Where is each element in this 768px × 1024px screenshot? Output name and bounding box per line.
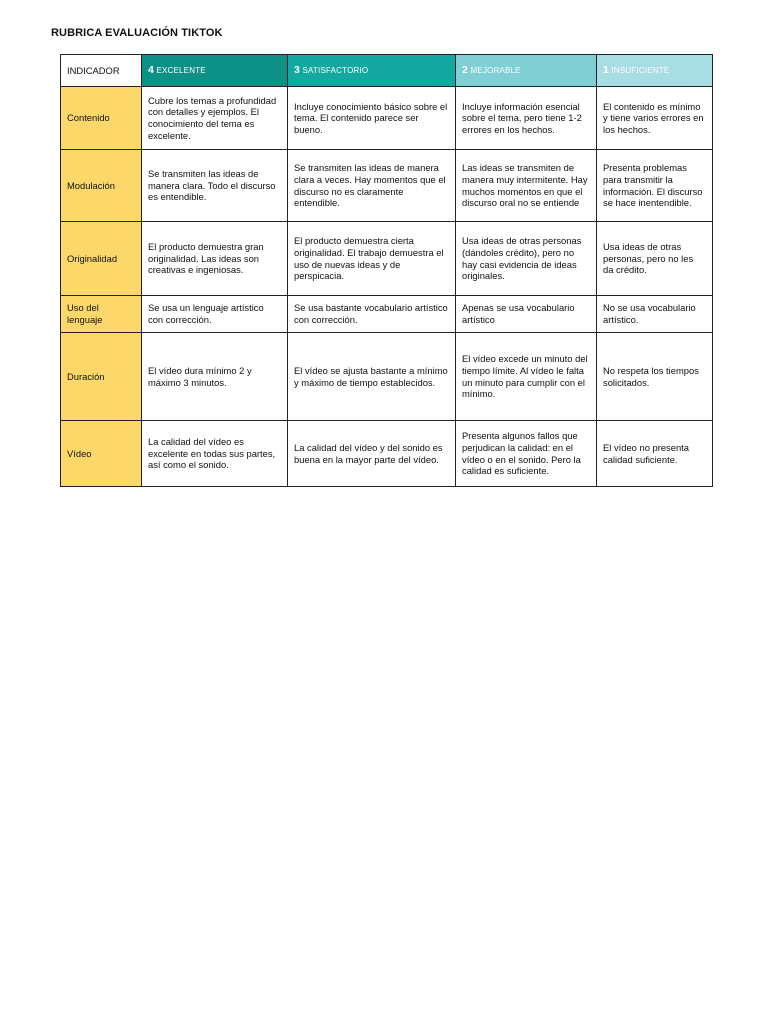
criteria-cell: El vídeo excede un minuto del tiempo límite. Al vídeo le falta un minuto para cumplir con el mínimo. [456, 333, 597, 421]
level-number: 1 [603, 64, 609, 77]
level-number: 2 [462, 64, 468, 77]
criteria-cell: Incluye información esencial sobre el tema, pero tiene 1-2 errores en los hechos. [456, 87, 597, 150]
indicator-cell: Contenido [61, 87, 142, 150]
indicator-cell: Modulación [61, 150, 142, 222]
level-number: 3 [294, 64, 300, 77]
criteria-cell: Usa ideas de otras personas, pero no les da crédito. [597, 222, 713, 296]
indicator-cell: Uso del lenguaje [61, 296, 142, 333]
rubric-table [60, 54, 713, 487]
table-row [61, 333, 713, 421]
table-row [61, 296, 713, 333]
criteria-cell: Cubre los temas a profundidad con detalles y ejemplos. El conocimiento del tema es excelente. [142, 87, 288, 150]
table-row [61, 150, 713, 222]
criteria-cell: Presenta algunos fallos que perjudican la calidad: en el vídeo o en el sonido. Pero la calidad es suficiente. [456, 421, 597, 487]
criteria-cell: El vídeo dura mínimo 2 y máximo 3 minutos. [142, 333, 288, 421]
table-row [61, 421, 713, 487]
indicator-cell: Originalidad [61, 222, 142, 296]
criteria-cell: Se transmiten las ideas de manera clara a veces. Hay momentos que el discurso no es claramente entendible. [288, 150, 456, 222]
level-1-header [597, 55, 713, 87]
criteria-cell: Las ideas se transmiten de manera muy intermitente. Hay muchos momentos en que el discurso oral no se entiende [456, 150, 597, 222]
criteria-cell: La calidad del vídeo y del sonido es buena en la mayor parte del vídeo. [288, 421, 456, 487]
criteria-cell: Usa ideas de otras personas (dándoles crédito), pero no hay casi evidencia de ideas originales. [456, 222, 597, 296]
level-label: MEJORABLE [470, 66, 521, 76]
document-title: RUBRICA EVALUACIÓN TIKTOK [51, 27, 223, 39]
criteria-cell: No se usa vocabulario artístico. [597, 296, 713, 333]
criteria-cell: La calidad del vídeo es excelente en todas sus partes, así como el sonido. [142, 421, 288, 487]
level-4-header [142, 55, 288, 87]
table-header-row [61, 55, 713, 87]
criteria-cell: Se usa bastante vocabulario artístico con corrección. [288, 296, 456, 333]
criteria-cell: Incluye conocimiento básico sobre el tema. El contenido parece ser bueno. [288, 87, 456, 150]
indicator-column-header: INDICADOR [61, 55, 142, 87]
criteria-cell: Se transmiten las ideas de manera clara. Todo el discurso es entendible. [142, 150, 288, 222]
level-2-header [456, 55, 597, 87]
criteria-cell: No respeta los tiempos solicitados. [597, 333, 713, 421]
criteria-cell: El vídeo no presenta calidad suficiente. [597, 421, 713, 487]
table-row [61, 222, 713, 296]
criteria-cell: El producto demuestra cierta originalidad. El trabajo demuestra el uso de nuevas ideas y de perspicacia. [288, 222, 456, 296]
indicator-cell: Duración [61, 333, 142, 421]
level-label: INSUFICIENTE [611, 66, 670, 76]
criteria-cell: El vídeo se ajusta bastante a mínimo y máximo de tiempo establecidos. [288, 333, 456, 421]
level-number: 4 [148, 64, 154, 77]
criteria-cell: El contenido es mínimo y tiene varios errores en los hechos. [597, 87, 713, 150]
level-3-header [288, 55, 456, 87]
level-label: EXCELENTE [156, 66, 206, 76]
criteria-cell: Presenta problemas para transmitir la información. El discurso se hace inentendible. [597, 150, 713, 222]
table-row [61, 87, 713, 150]
criteria-cell: Se usa un lenguaje artístico con corrección. [142, 296, 288, 333]
criteria-cell: Apenas se usa vocabulario artístico [456, 296, 597, 333]
criteria-cell: El producto demuestra gran originalidad. Las ideas son creativas e ingeniosas. [142, 222, 288, 296]
level-label: SATISFACTORIO [302, 66, 369, 76]
indicator-cell: Vídeo [61, 421, 142, 487]
